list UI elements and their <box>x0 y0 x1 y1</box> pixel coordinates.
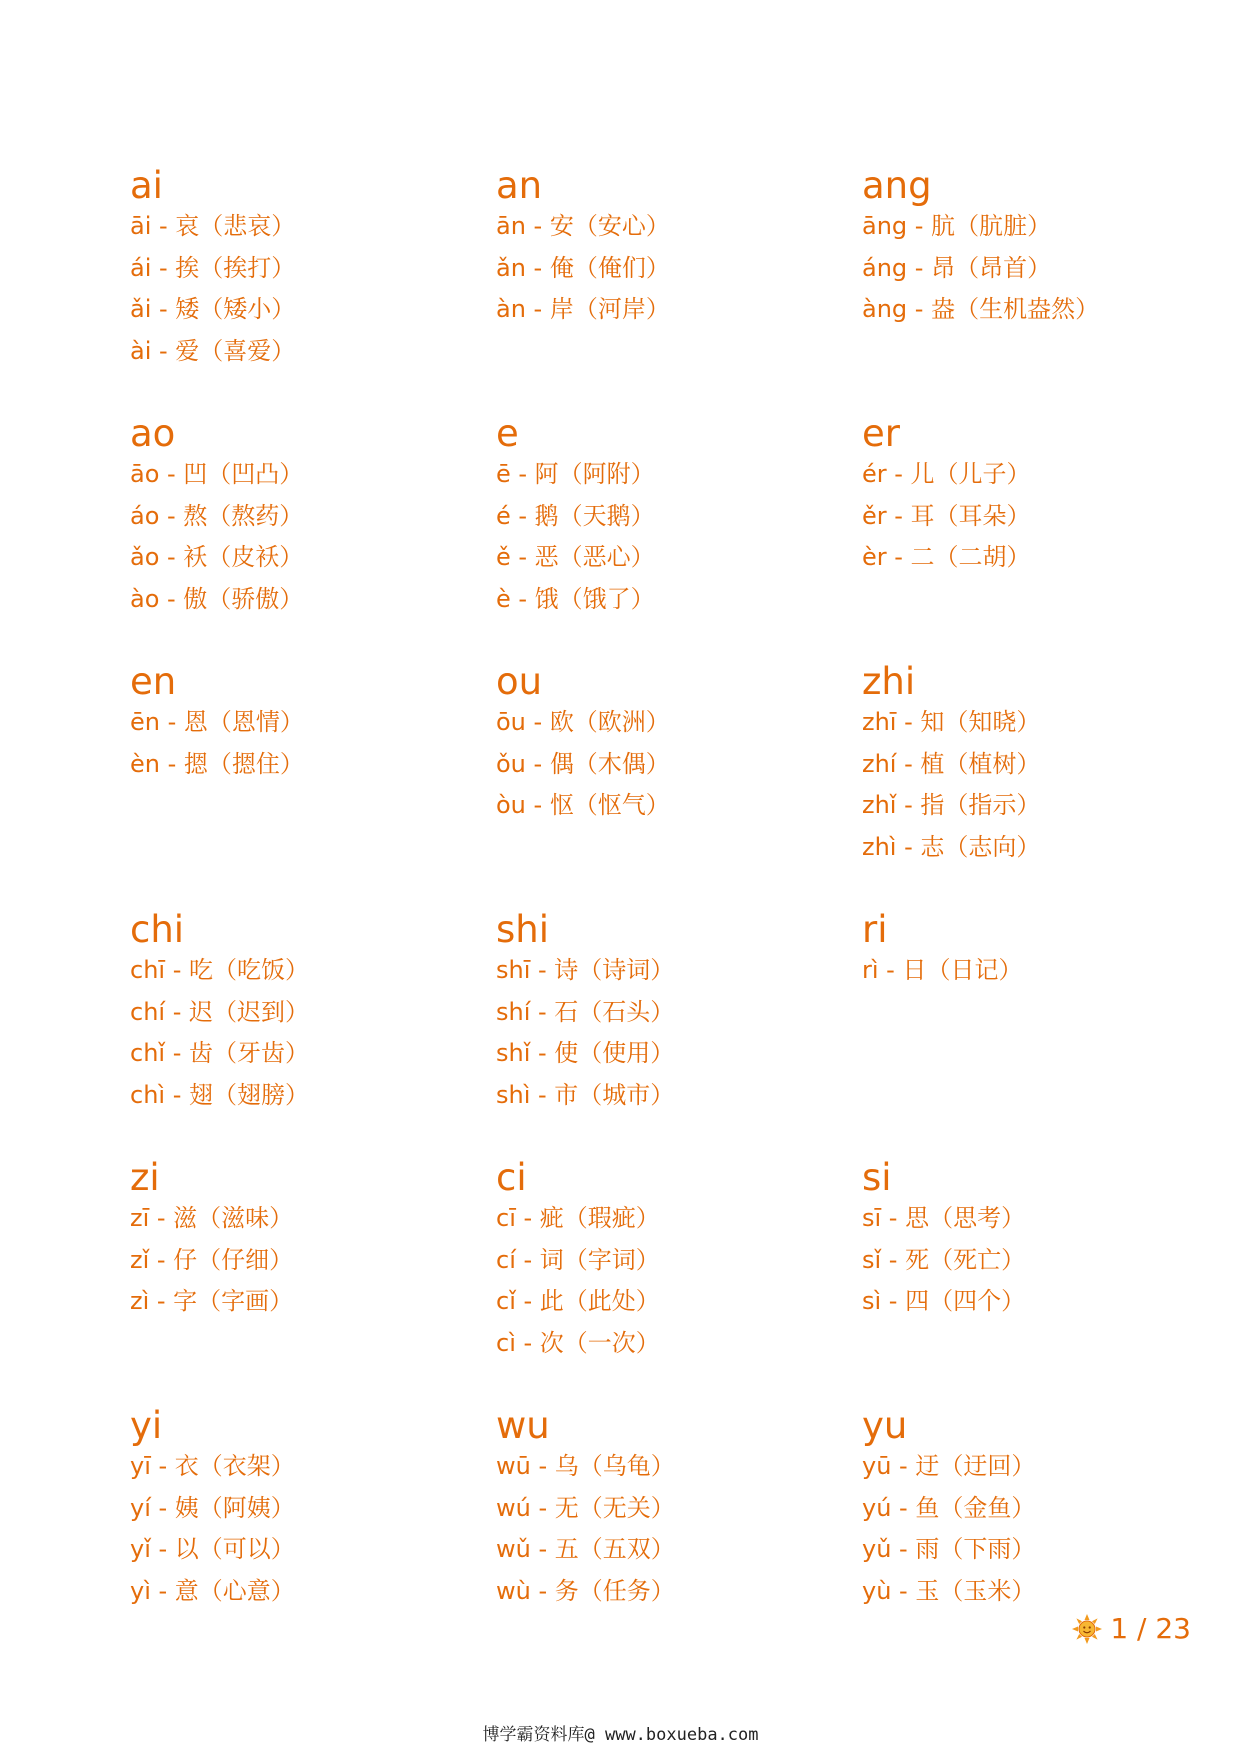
group-heading: zhi <box>862 660 916 703</box>
page-indicator <box>1072 1612 1191 1645</box>
group-entry: yú - 鱼（金鱼） <box>862 1493 1036 1522</box>
group-entry: zhì - 志（志向） <box>862 832 1041 861</box>
group-entry: chǐ - 齿（牙齿） <box>130 1039 309 1067</box>
group-entry: ē - 阿（阿附） <box>496 460 655 488</box>
footer-credit: 博学霸资料库@ www.boxueba.com <box>482 1725 759 1745</box>
group-entry: yì - 意（心意） <box>130 1576 295 1605</box>
group-entry: àng - 盎（生机盎然） <box>862 295 1100 323</box>
group-heading: ai <box>130 164 163 207</box>
group-entry: ér - 儿（儿子） <box>862 460 1031 488</box>
pinyin-group <box>496 1406 862 1654</box>
pinyin-group <box>130 662 496 910</box>
pinyin-group <box>130 910 496 1158</box>
group-heading: wu <box>496 1404 550 1447</box>
group-heading: ao <box>130 412 176 455</box>
group-entry: zhǐ - 指（指示） <box>862 791 1041 819</box>
group-entry: yí - 姨（阿姨） <box>130 1493 295 1522</box>
group-entry <box>130 785 496 827</box>
group-entry: chí - 迟（迟到） <box>130 997 309 1026</box>
group-heading: ci <box>496 1156 527 1199</box>
pinyin-group <box>862 1158 1210 1406</box>
group-entry: è - 饿（饿了） <box>496 584 655 613</box>
group-entry: wǔ - 五（五双） <box>496 1535 675 1563</box>
group-entry: ǎo - 袄（皮袄） <box>130 543 304 571</box>
group-entry: sī - 思（思考） <box>862 1204 1026 1232</box>
group-entry <box>862 331 1210 373</box>
group-entry: èn - 摁（摁住） <box>130 749 304 778</box>
group-heading: yu <box>862 1404 908 1447</box>
page-number: 1 / 23 <box>1110 1612 1191 1645</box>
group-entry <box>130 1323 496 1365</box>
group-entry: ǎn - 俺（俺们） <box>496 253 670 282</box>
pinyin-group <box>496 910 862 1158</box>
group-entry <box>862 1033 1210 1075</box>
group-entry <box>130 827 496 869</box>
group-entry: wù - 务（任务） <box>496 1576 675 1605</box>
group-entry: ōu - 欧（欧洲） <box>496 708 670 736</box>
group-heading: ang <box>862 164 932 207</box>
group-entry: ái - 挨（挨打） <box>130 253 296 282</box>
group-heading: e <box>496 412 519 455</box>
group-entry <box>862 1075 1210 1117</box>
group-entry: cī - 疵（瑕疵） <box>496 1204 660 1232</box>
group-heading: si <box>862 1156 892 1199</box>
group-entry <box>496 827 862 869</box>
group-heading: zi <box>130 1156 160 1199</box>
group-entry: wú - 无（无关） <box>496 1493 675 1522</box>
pinyin-group <box>130 1158 496 1406</box>
group-entry <box>862 579 1210 621</box>
group-entry: sì - 四（四个） <box>862 1287 1026 1315</box>
group-entry: cǐ - 此（此处） <box>496 1287 660 1315</box>
group-entry <box>862 992 1210 1034</box>
group-heading: an <box>496 164 543 207</box>
pinyin-group <box>496 662 862 910</box>
group-entry: yū - 迂（迂回） <box>862 1452 1036 1480</box>
group-entry <box>496 331 862 373</box>
group-heading: ri <box>862 908 888 951</box>
group-heading: er <box>862 412 900 455</box>
group-heading: yi <box>130 1404 163 1447</box>
pinyin-group <box>862 166 1210 414</box>
group-entry: wū - 乌（乌龟） <box>496 1452 675 1480</box>
group-entry: ào - 傲（骄傲） <box>130 584 304 613</box>
group-entry: àn - 岸（河岸） <box>496 295 670 323</box>
group-heading: chi <box>130 908 185 951</box>
group-entry: ǒu - 偶（木偶） <box>496 749 670 778</box>
group-entry: shì - 市（城市） <box>496 1080 675 1109</box>
group-entry: āng - 肮（肮脏） <box>862 212 1052 240</box>
group-entry: yǐ - 以（可以） <box>130 1535 295 1563</box>
sun-icon <box>1072 1614 1102 1644</box>
pinyin-grid <box>130 166 1210 1654</box>
group-entry: yǔ - 雨（下雨） <box>862 1535 1036 1563</box>
pinyin-group <box>130 166 496 414</box>
pinyin-group <box>862 414 1210 662</box>
group-entry: sǐ - 死（死亡） <box>862 1245 1026 1274</box>
group-entry: rì - 日（日记） <box>862 956 1023 984</box>
pinyin-group <box>496 166 862 414</box>
pinyin-group <box>130 1406 496 1654</box>
group-entry: áng - 昂（昂首） <box>862 253 1052 282</box>
group-entry: chī - 吃（吃饭） <box>130 956 309 984</box>
group-entry: ài - 爱（喜爱） <box>130 336 296 365</box>
group-entry: òu - 怄（怄气） <box>496 791 670 819</box>
group-entry: yī - 衣（衣架） <box>130 1452 295 1480</box>
group-entry: cì - 次（一次） <box>496 1328 660 1357</box>
group-heading: shi <box>496 908 550 951</box>
group-entry: āi - 哀（悲哀） <box>130 212 296 240</box>
group-heading: en <box>130 660 177 703</box>
group-heading: ou <box>496 660 543 703</box>
group-entry: chì - 翅（翅膀） <box>130 1080 309 1109</box>
group-entry: āo - 凹（凹凸） <box>130 460 304 488</box>
group-entry: zī - 滋（滋味） <box>130 1204 294 1232</box>
group-entry: zhī - 知（知晓） <box>862 708 1041 736</box>
group-entry: zhí - 植（植树） <box>862 749 1041 778</box>
group-entry: shǐ - 使（使用） <box>496 1039 675 1067</box>
group-entry: yù - 玉（玉米） <box>862 1576 1036 1605</box>
group-entry: zì - 字（字画） <box>130 1287 294 1315</box>
group-entry: ǎi - 矮（矮小） <box>130 295 296 323</box>
group-entry: èr - 二（二胡） <box>862 543 1031 571</box>
pinyin-group <box>862 662 1210 910</box>
group-entry: ě - 恶（恶心） <box>496 543 655 571</box>
pinyin-group <box>862 910 1210 1158</box>
group-entry: é - 鹅（天鹅） <box>496 501 655 530</box>
group-entry: áo - 熬（熬药） <box>130 501 304 530</box>
group-entry: shī - 诗（诗词） <box>496 956 675 984</box>
group-entry: zǐ - 仔（仔细） <box>130 1245 294 1274</box>
group-entry <box>862 1323 1210 1365</box>
group-entry: cí - 词（字词） <box>496 1245 660 1274</box>
pinyin-group <box>496 1158 862 1406</box>
group-entry: shí - 石（石头） <box>496 997 675 1026</box>
pinyin-group <box>130 414 496 662</box>
pinyin-group <box>496 414 862 662</box>
group-entry: ēn - 恩（恩情） <box>130 708 304 736</box>
group-entry: ěr - 耳（耳朵） <box>862 501 1031 530</box>
group-entry: ān - 安（安心） <box>496 212 670 240</box>
